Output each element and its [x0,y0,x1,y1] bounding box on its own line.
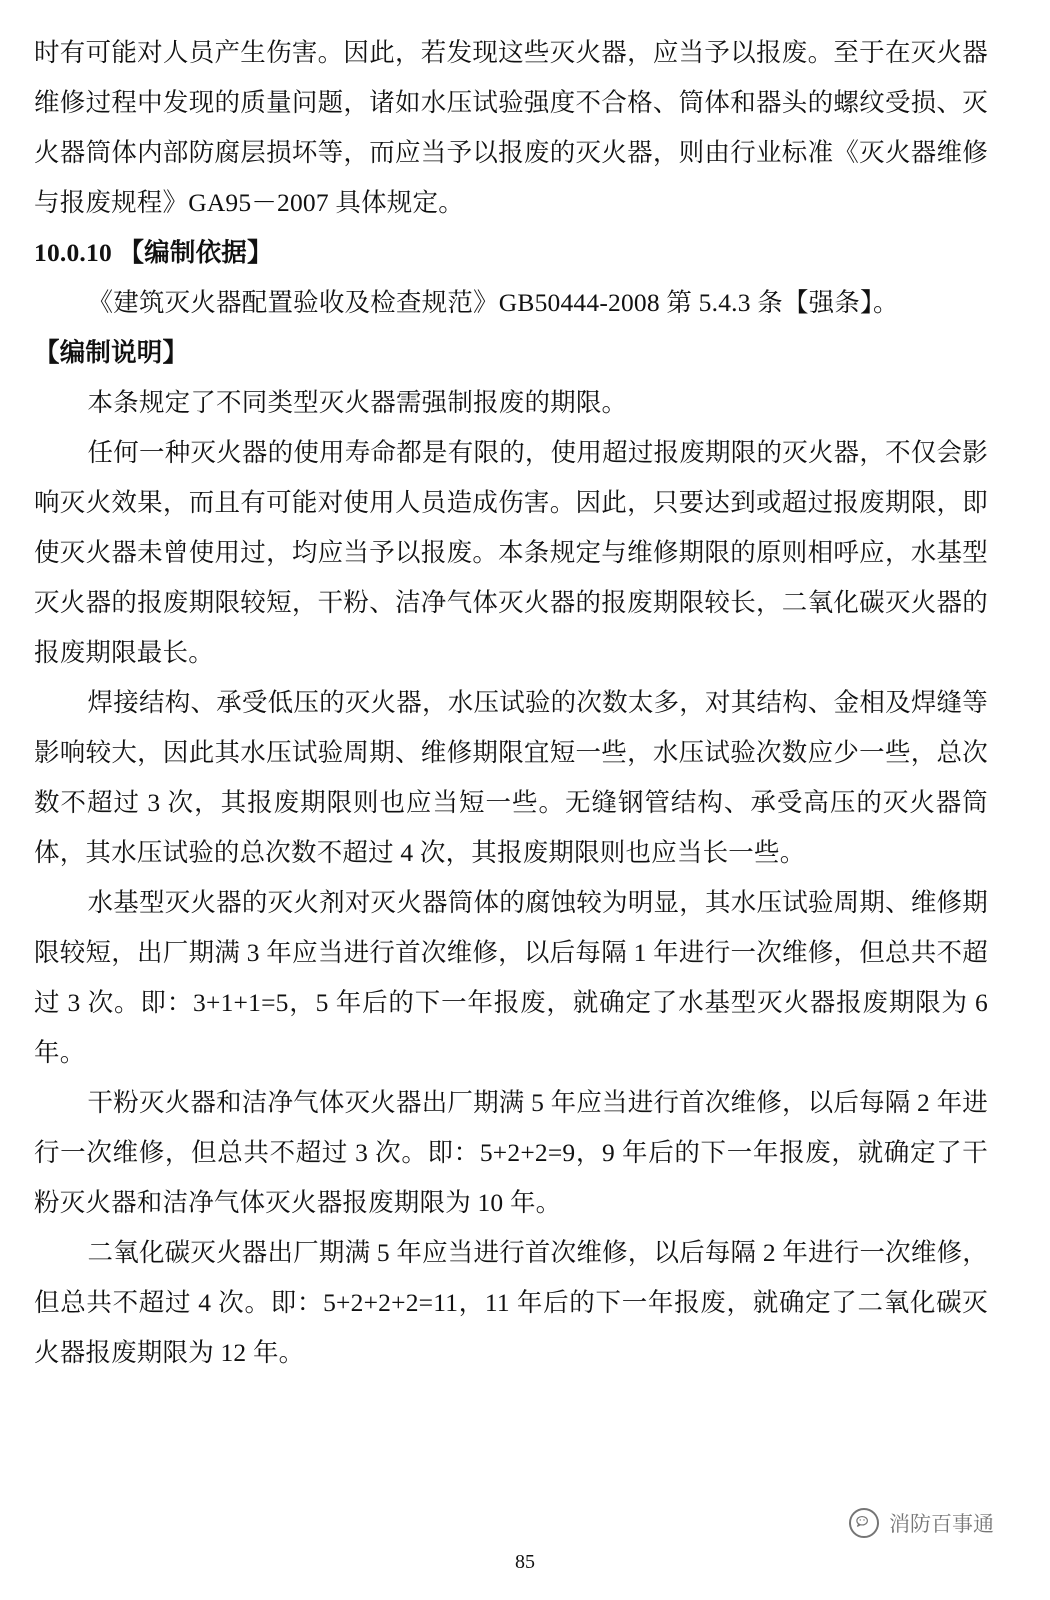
wechat-official-account-icon [849,1508,879,1538]
standard-reference: 《建筑灭火器配置验收及检查规范》GB50444-2008 第 5.4.3 条【强条】。 [87,288,899,317]
watermark [849,1508,994,1538]
paragraph-continuation: 时有可能对人员产生伤害。因此，若发现这些灭火器，应当予以报废。至于在灭火器维修过程中发现的质量问题，诸如水压试验强度不合格、筒体和器头的螺纹受损、灭火器筒体内部防腐层损坏等，而应当予以报废的灭火器，则由行业标准《灭火器维修与报废规程》GA95－2007 具体规定。 [34,38,988,217]
paragraph-carbon-dioxide: 二氧化碳灭火器出厂期满 5 年应当进行首次维修，以后每隔 2 年进行一次维修，但总共不超过 4 次。即：5+2+2+2=11，11 年后的下一年报废，就确定了二氧化碳灭火器报废期限为 12 年。 [34,1238,988,1367]
paragraph-welded-structure: 焊接结构、承受低压的灭火器，水压试验的次数太多，对其结构、金相及焊缝等影响较大，因此其水压试验周期、维修期限宜短一些，水压试验次数应少一些，总次数不超过 3 次，其报废期限则也应当短一些。无缝钢管结构、承受高压的灭火器筒体，其水压试验的总次数不超过 4 次，其报废期限则也应当长一些。 [34,688,988,867]
paragraph-scope: 本条规定了不同类型灭火器需强制报废的期限。 [87,388,628,417]
paragraph-service-life: 任何一种灭火器的使用寿命都是有限的，使用超过报废期限的灭火器，不仅会影响灭火效果，而且有可能对使用人员造成伤害。因此，只要达到或超过报废期限，即使灭火器未曾使用过，均应当予以报废。本条规定与维修期限的原则相呼应，水基型灭火器的报废期限较短，干粉、洁净气体灭火器的报废期限较长，二氧化碳灭火器的报废期限最长。 [34,438,988,667]
watermark-label: 消防百事通 [889,1513,994,1536]
paragraph-dry-powder: 干粉灭火器和洁净气体灭火器出厂期满 5 年应当进行首次维修，以后每隔 2 年进行一次维修，但总共不超过 3 次。即：5+2+2=9，9 年后的下一年报废，就确定了干粉灭火器和洁净气体灭火器报废期限为 10 年。 [34,1088,988,1217]
paragraph-water-based: 水基型灭火器的灭火剂对灭火器筒体的腐蚀较为明显，其水压试验周期、维修期限较短，出厂期满 3 年应当进行首次维修，以后每隔 1 年进行一次维修，但总共不超过 3 次。即：3+1+1=5，5 年后的下一年报废，就确定了水基型灭火器报废期限为 6 年。 [34,888,988,1067]
page-number: 85 [515,1551,535,1573]
clause-heading-10-0-10: 10.0.10 【编制依据】 [34,238,273,267]
section-heading-explanation: 【编制说明】 [34,338,189,367]
document-body [34,28,988,1378]
